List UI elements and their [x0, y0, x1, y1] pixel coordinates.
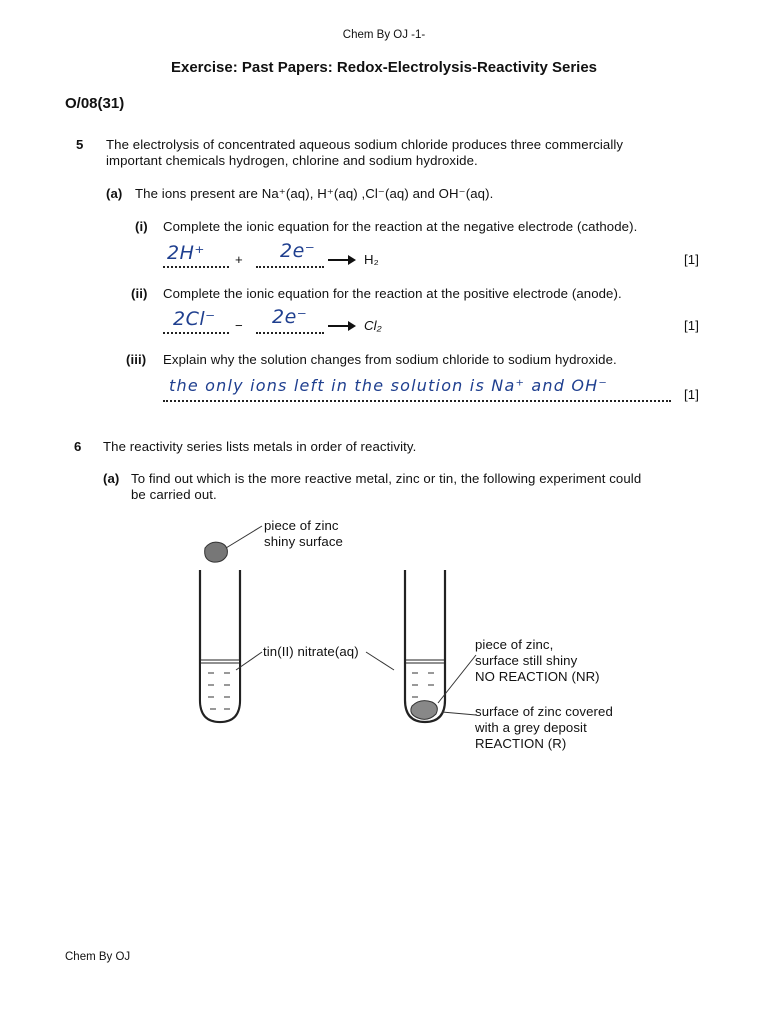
reaction-label: surface of zinc covered with a grey deposit REACTION (R): [475, 704, 613, 751]
question-number: 6: [74, 439, 82, 454]
handwritten-answer: 2e⁻: [280, 240, 316, 262]
handwritten-answer: 2Cl⁻: [173, 308, 216, 330]
no-reaction-label: piece of zinc, surface still shiny NO REACTION (NR): [475, 637, 600, 684]
label-leader-line: [226, 526, 262, 548]
subpart-text: Complete the ionic equation for the reaction at the positive electrode (anode).: [163, 286, 622, 301]
answer-blank[interactable]: [163, 308, 229, 334]
equation-product: Cl₂: [364, 318, 382, 333]
page-title: Exercise: Past Papers: Redox-Electrolysis-Reactivity Series: [170, 59, 598, 76]
answer-blank[interactable]: [256, 306, 324, 334]
running-header: Chem By OJ -1-: [342, 29, 426, 41]
question-stem-line: The electrolysis of concentrated aqueous sodium chloride produces three commercially: [106, 137, 624, 152]
arrow-line: [328, 325, 350, 327]
answer-blank[interactable]: [256, 240, 324, 268]
question-stem-line: important chemicals hydrogen, chlorine and sodium hydroxide.: [106, 153, 478, 168]
answer-blank[interactable]: [163, 376, 671, 402]
question-stem-line: The reactivity series lists metals in order of reactivity.: [103, 439, 417, 454]
handwritten-answer: the only ions left in the solution is Na⁺ and OH⁻: [169, 376, 609, 395]
subpart-text: Complete the ionic equation for the reaction at the negative electrode (cathode).: [163, 219, 638, 234]
label-leader-line: [442, 712, 476, 715]
answer-blank[interactable]: [163, 242, 229, 268]
zinc-piece-icon: [205, 542, 228, 562]
marks: [1]: [684, 252, 699, 267]
part-text: To find out which is the more reactive metal, zinc or tin, the following experiment could: [131, 471, 642, 486]
handwritten-answer: 2H⁺: [167, 242, 205, 264]
footer: Chem By OJ: [65, 951, 131, 963]
right-test-tube-icon: [405, 570, 445, 722]
marks: [1]: [684, 318, 699, 333]
part-text: be carried out.: [131, 487, 217, 502]
marks: [1]: [684, 387, 699, 402]
arrow-line: [328, 259, 350, 261]
paper-code: O/08(31): [65, 95, 125, 112]
equation-product: H₂: [364, 252, 379, 267]
arrow-head-icon: [348, 255, 356, 265]
equation-operator: +: [235, 252, 243, 267]
subpart-text: Explain why the solution changes from sodium chloride to sodium hydroxide.: [163, 352, 617, 367]
label-leader-line: [438, 655, 476, 703]
zinc-piece-in-tube-icon: [411, 701, 437, 720]
solution-label: tin(II) nitrate(aq): [263, 644, 359, 659]
part-text: The ions present are Na⁺(aq), H⁺(aq) ,Cl⁻(aq) and OH⁻(aq).: [135, 186, 494, 201]
arrow-head-icon: [348, 321, 356, 331]
zinc-label: piece of zinc shiny surface: [264, 518, 343, 549]
equation-operator: −: [235, 318, 243, 333]
subpart-label: (iii): [126, 352, 147, 367]
handwritten-answer: 2e⁻: [272, 306, 308, 328]
question-number: 5: [76, 137, 84, 152]
part-label: (a): [103, 471, 120, 486]
label-leader-line: [366, 652, 394, 670]
part-label: (a): [106, 186, 123, 201]
subpart-label: (ii): [131, 286, 148, 301]
subpart-label: (i): [135, 219, 148, 234]
